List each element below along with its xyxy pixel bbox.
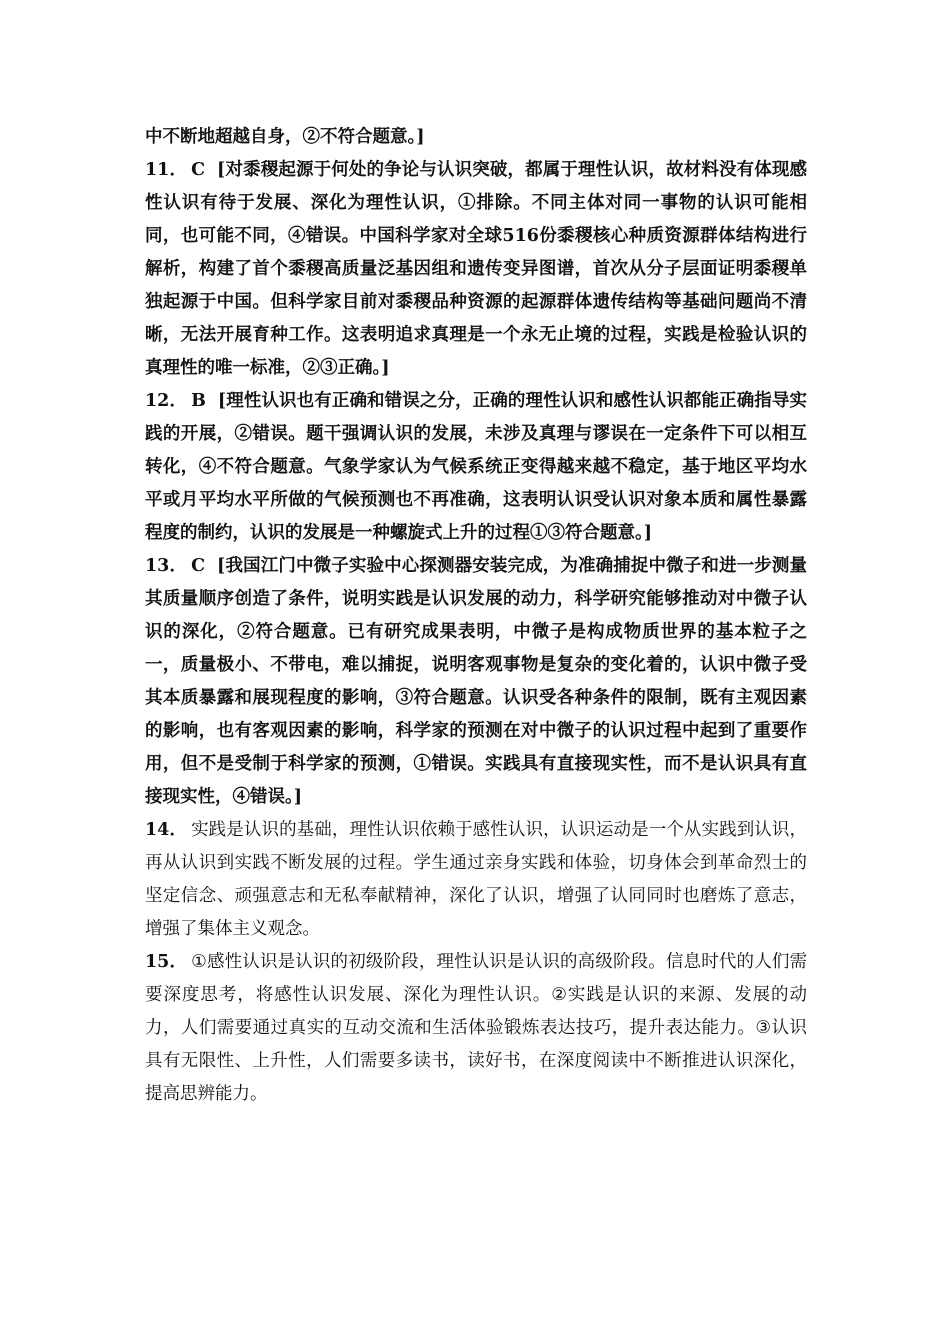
continuation-text: 中不断地超越自身，②不符合题意。] xyxy=(145,127,425,147)
explanation-text: [我国江门中微子实验中心探测器安装完成，为准确捕捉中微子和进一步测量其质量顺序创造了条件，说明实践是认识发展的动力，科学研究能够推动对中微子认识的深化，②符合题意。已有研究成果表明，中微子是构成物质世界的基本粒子之一，质量极小、不带电，难以捕捉，说明客观事物是复杂的变化着的，认识中微子受其本质暴露和展现程度的影响，③符合题意。认识受各种条件的限制，既有主观因素的影响，也有客观因素的影响，科学家的预测在对中微子的认识过程中起到了重要作用，但不是受制于科学家的预测，①错误。实践具有直接现实性，而不是认识具有直接现实性，④错误。] xyxy=(145,556,807,807)
question-number: 13． xyxy=(145,556,188,576)
answer-text: ①感性认识是认识的初级阶段，理性认识是认识的高级阶段。信息时代的人们需要深度思考，将感性认识发展、深化为理性认识。②实践是认识的来源、发展的动力，人们需要通过真实的互动交流和生活体验锻炼表达技巧，提升表达能力。③认识具有无限性、上升性，人们需要多读书，读好书，在深度阅读中不断推进认识深化，提高思辨能力。 xyxy=(145,952,807,1104)
answer-letter: B xyxy=(191,391,206,411)
question-number: 15． xyxy=(145,952,188,972)
answer-letter: C xyxy=(191,556,206,576)
answer-text: 实践是认识的基础，理性认识依赖于感性认识，认识运动是一个从实践到认识，再从认识到实践不断发展的过程。学生通过亲身实践和体验，切身体会到革命烈士的坚定信念、顽强意志和无私奉献精神，深化了认识，增强了认同同时也磨炼了意志，增强了集体主义观念。 xyxy=(145,820,807,939)
answer-13 xyxy=(145,550,807,814)
explanation-text: [理性认识也有正确和错误之分，正确的理性认识和感性认识都能正确指导实践的开展，②错误。题干强调认识的发展，未涉及真理与谬误在一定条件下可以相互转化，④不符合题意。气象学家认为气候系统正变得越来越不稳定，基于地区平均水平或月平均水平所做的气候预测也不再准确，这表明认识受认识对象本质和属性暴露程度的制约，认识的发展是一种螺旋式上升的过程①③符合题意。] xyxy=(145,391,807,543)
question-number: 12． xyxy=(145,391,188,411)
answer-content xyxy=(145,121,807,1111)
answer-15 xyxy=(145,946,807,1111)
answer-11 xyxy=(145,154,807,385)
answer-14 xyxy=(145,814,807,946)
answer-12 xyxy=(145,385,807,550)
answer-letter: C xyxy=(191,160,206,180)
question-number: 11． xyxy=(145,160,188,180)
explanation-text: [对黍稷起源于何处的争论与认识突破，都属于理性认识，故材料没有体现感性认识有待于发展、深化为理性认识，①排除。不同主体对同一事物的认识可能相同，也可能不同，④错误。中国科学家对全球516份黍稷核心种质资源群体结构进行解析，构建了首个黍稷高质量泛基因组和遗传变异图谱，首次从分子层面证明黍稷单独起源于中国。但科学家目前对黍稷品种资源的起源群体遗传结构等基础问题尚不清晰，无法开展育种工作。这表明追求真理是一个永无止境的过程，实践是检验认识的真理性的唯一标准，②③正确。] xyxy=(145,160,807,378)
continuation-paragraph xyxy=(145,121,807,154)
question-number: 14． xyxy=(145,820,188,840)
